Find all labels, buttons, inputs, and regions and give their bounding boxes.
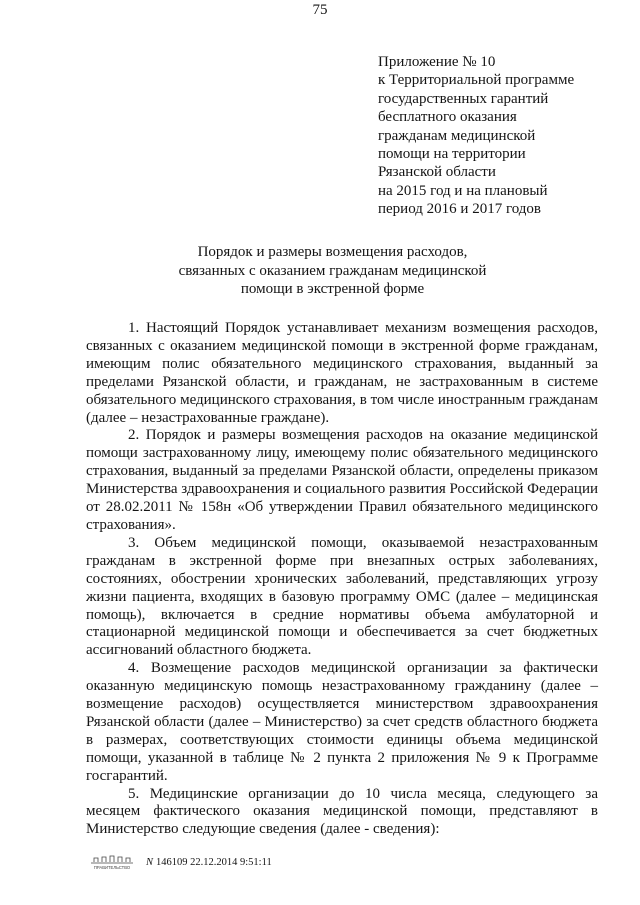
seal-caption: ПРАВИТЕЛЬСТВО	[93, 865, 131, 870]
registration-footer	[88, 852, 272, 872]
appendix-line: государственных гарантий	[378, 90, 549, 107]
page-number: 75	[312, 2, 328, 18]
appendix-header	[378, 53, 628, 219]
appendix-line: на 2015 год и на плановый	[378, 182, 548, 199]
appendix-line: период 2016 и 2017 годов	[378, 201, 542, 218]
appendix-line: гражданам медицинской	[378, 127, 536, 144]
appendix-line: Рязанской области	[378, 164, 496, 181]
paragraph-4: 4. Возмещение расходов медицинской организации за фактически оказанную медицинскую помощь незастрахованному гражданину (далее – возмещение расходов) осуществляется министерством здравоохранения Рязанской области (далее – Министерство) за счет средств областного бюджета в размерах, соответствующих стоимости единицы объема медицинской помощи, указанной в таблице № 2 пункта 2 приложения № 9 к Программе госгарантий.	[86, 660, 598, 784]
paragraph-5: 5. Медицинские организации до 10 числа месяца, следующего за месяцем фактического оказания медицинской помощи, представляют в Министерство следующие сведения (далее - сведения):	[86, 785, 598, 838]
paragraph-1: 1. Настоящий Порядок устанавливает механизм возмещения расходов, связанных с оказанием медицинской помощи в экстренной форме гражданам, имеющим полис обязательного медицинского страхования, выданный за пределами Рязанской области, и гражданам, не застрахованным в системе обязательного медицинского страхования, в том числе иностранным гражданам (далее – незастрахованные граждане).	[86, 320, 598, 426]
registration-info: 146109 22.12.2014 9:51:11	[156, 856, 272, 868]
paragraph-3: 3. Объем медицинской помощи, оказываемой незастрахованным гражданам в экстренной форме при внезапных острых заболеваниях, состояниях, обострении хронических заболеваний, представляющих угрозу жизни пациента, входящих в базовую программу ОМС (далее – медицинская помощь), включается в средние нормативы объема амбулаторной и стационарной медицинской помощи и обеспечивается за счет бюджетных ассигнований областного бюджета.	[86, 534, 598, 659]
appendix-line: Приложение № 10	[378, 54, 496, 70]
paragraph-2: 2. Порядок и размеры возмещения расходов на оказание медицинской помощи застрахованному лицу, имеющему полис обязательного медицинского страхования, выданный за пределами Рязанской области, определены приказом Министерства здравоохранения и социального развития Российской Федерации от 28.02.2011 № 158н «Об утверждении Правил обязательного медицинского страхования».	[86, 427, 598, 533]
title-line: Порядок и размеры возмещения расходов,	[197, 244, 468, 260]
appendix-line: помощи на территории	[378, 146, 526, 163]
document-title	[80, 243, 585, 299]
title-line: помощи в экстренной форме	[240, 281, 425, 298]
title-line: связанных с оказанием гражданам медицинской	[178, 262, 487, 279]
government-seal-icon	[88, 853, 136, 871]
registration-mark: N	[146, 856, 154, 868]
appendix-line: бесплатного оказания	[378, 109, 517, 126]
document-body	[86, 320, 598, 839]
appendix-line: к Территориальной программе	[378, 72, 575, 89]
